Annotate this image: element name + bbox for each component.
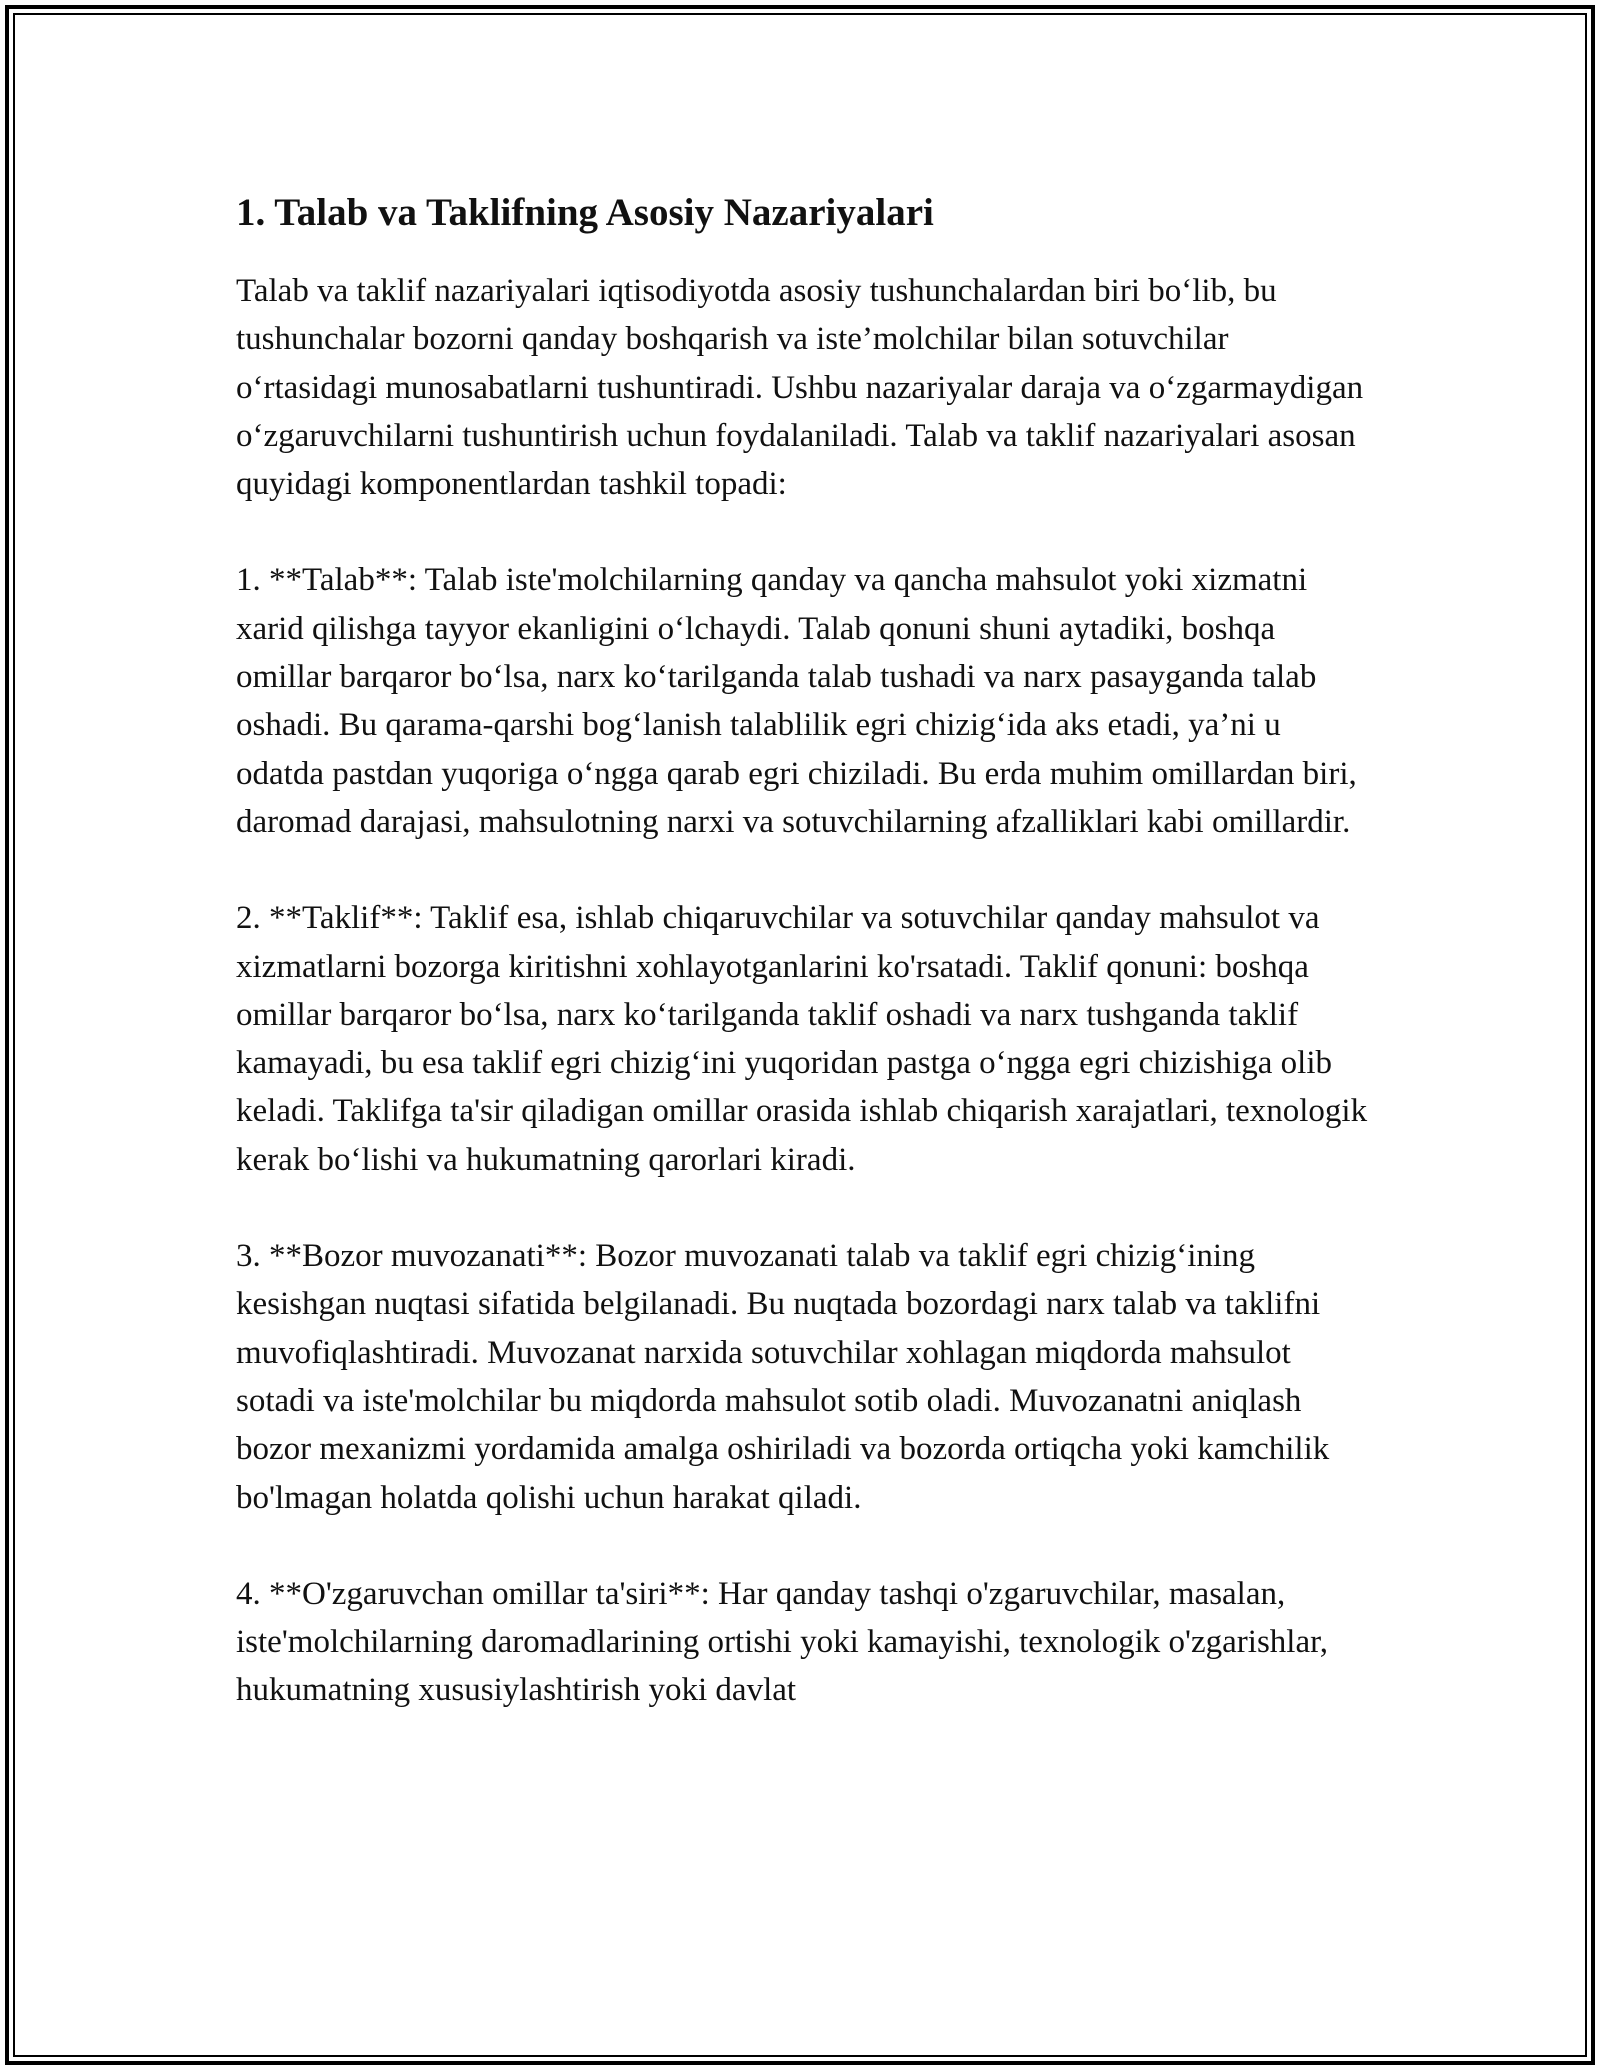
paragraph-ozgaruvchan-omillar: 4. **O'zgaruvchan omillar ta'siri**: Har qanday tashqi o'zgaruvchilar, masalan, iste'molchilarning daromadlarining ortishi yoki kamayishi, texnologik o'zgarishlar, hukumatning xususiylashtirish yoki davlat [236,1575,1329,1709]
document-body [236,267,1376,1715]
section-heading: 1. Talab va Taklifning Asosiy Nazariyalari [236,191,934,234]
intro-paragraph: Talab va taklif nazariyalari iqtisodiyotda asosiy tushunchalardan biri bo‘lib, bu tushunchalar bozorni qanday boshqarish va iste’molchilar bilan sotuvchilar o‘rtasidagi munosabatlarni tushuntiradi. Ushbu nazariyalar daraja va o‘zgarmaydigan o‘zgaruvchilarni tushuntirish uchun foydalaniladi. Talab va taklif nazariyalari asosan quyidagi komponentlardan tashkil topadi: [236,273,1364,503]
paragraph-talab: 1. **Talab**: Talab iste'molchilarning qanday va qancha mahsulot yoki xizmatni xarid qilishga tayyor ekanligini o‘lchaydi. Talab qonuni shuni aytadiki, boshqa omillar barqaror bo‘lsa, narx ko‘tarilganda talab tushadi va narx pasayganda talab oshadi. Bu qarama-qarshi bog‘lanish talablilik egri chizig‘ida aks etadi, ya’ni u odatda pastdan yuqoriga o‘ngga qarab egri chiziladi. Bu erda muhim omillardan biri, daromad darajasi, mahsulotning narxi va sotuvchilarning afzalliklari kabi omillardir. [236,562,1357,840]
paragraph-bozor-muvozanati: 3. **Bozor muvozanati**: Bozor muvozanati talab va taklif egri chizig‘ining kesishgan nuqtasi sifatida belgilanadi. Bu nuqtada bozordagi narx talab va taklifni muvofiqlashtiradi. Muvozanat narxida sotuvchilar xohlagan miqdorda mahsulot sotadi va iste'molchilar bu miqdorda mahsulot sotib oladi. Muvozanatni aniqlash bozor mexanizmi yordamida amalga oshiriladi va bozorda ortiqcha yoki kamchilik bo'lmagan holatda qolishi uchun harakat qiladi. [236,1238,1330,1516]
paragraph-taklif: 2. **Taklif**: Taklif esa, ishlab chiqaruvchilar va sotuvchilar qanday mahsulot va xizmatlarni bozorga kiritishni xohlayotganlarini ko'rsatadi. Taklif qonuni: boshqa omillar barqaror bo‘lsa, narx ko‘tarilganda taklif oshadi va narx tushganda taklif kamayadi, bu esa taklif egri chizig‘ini yuqoridan pastga o‘ngga egri chizishiga olib keladi. Taklifga ta'sir qiladigan omillar orasida ishlab chiqarish xarajatlari, texnologik kerak bo‘lishi va hukumatning qarorlari kiradi. [236,900,1368,1178]
document-page [236,183,1376,1715]
